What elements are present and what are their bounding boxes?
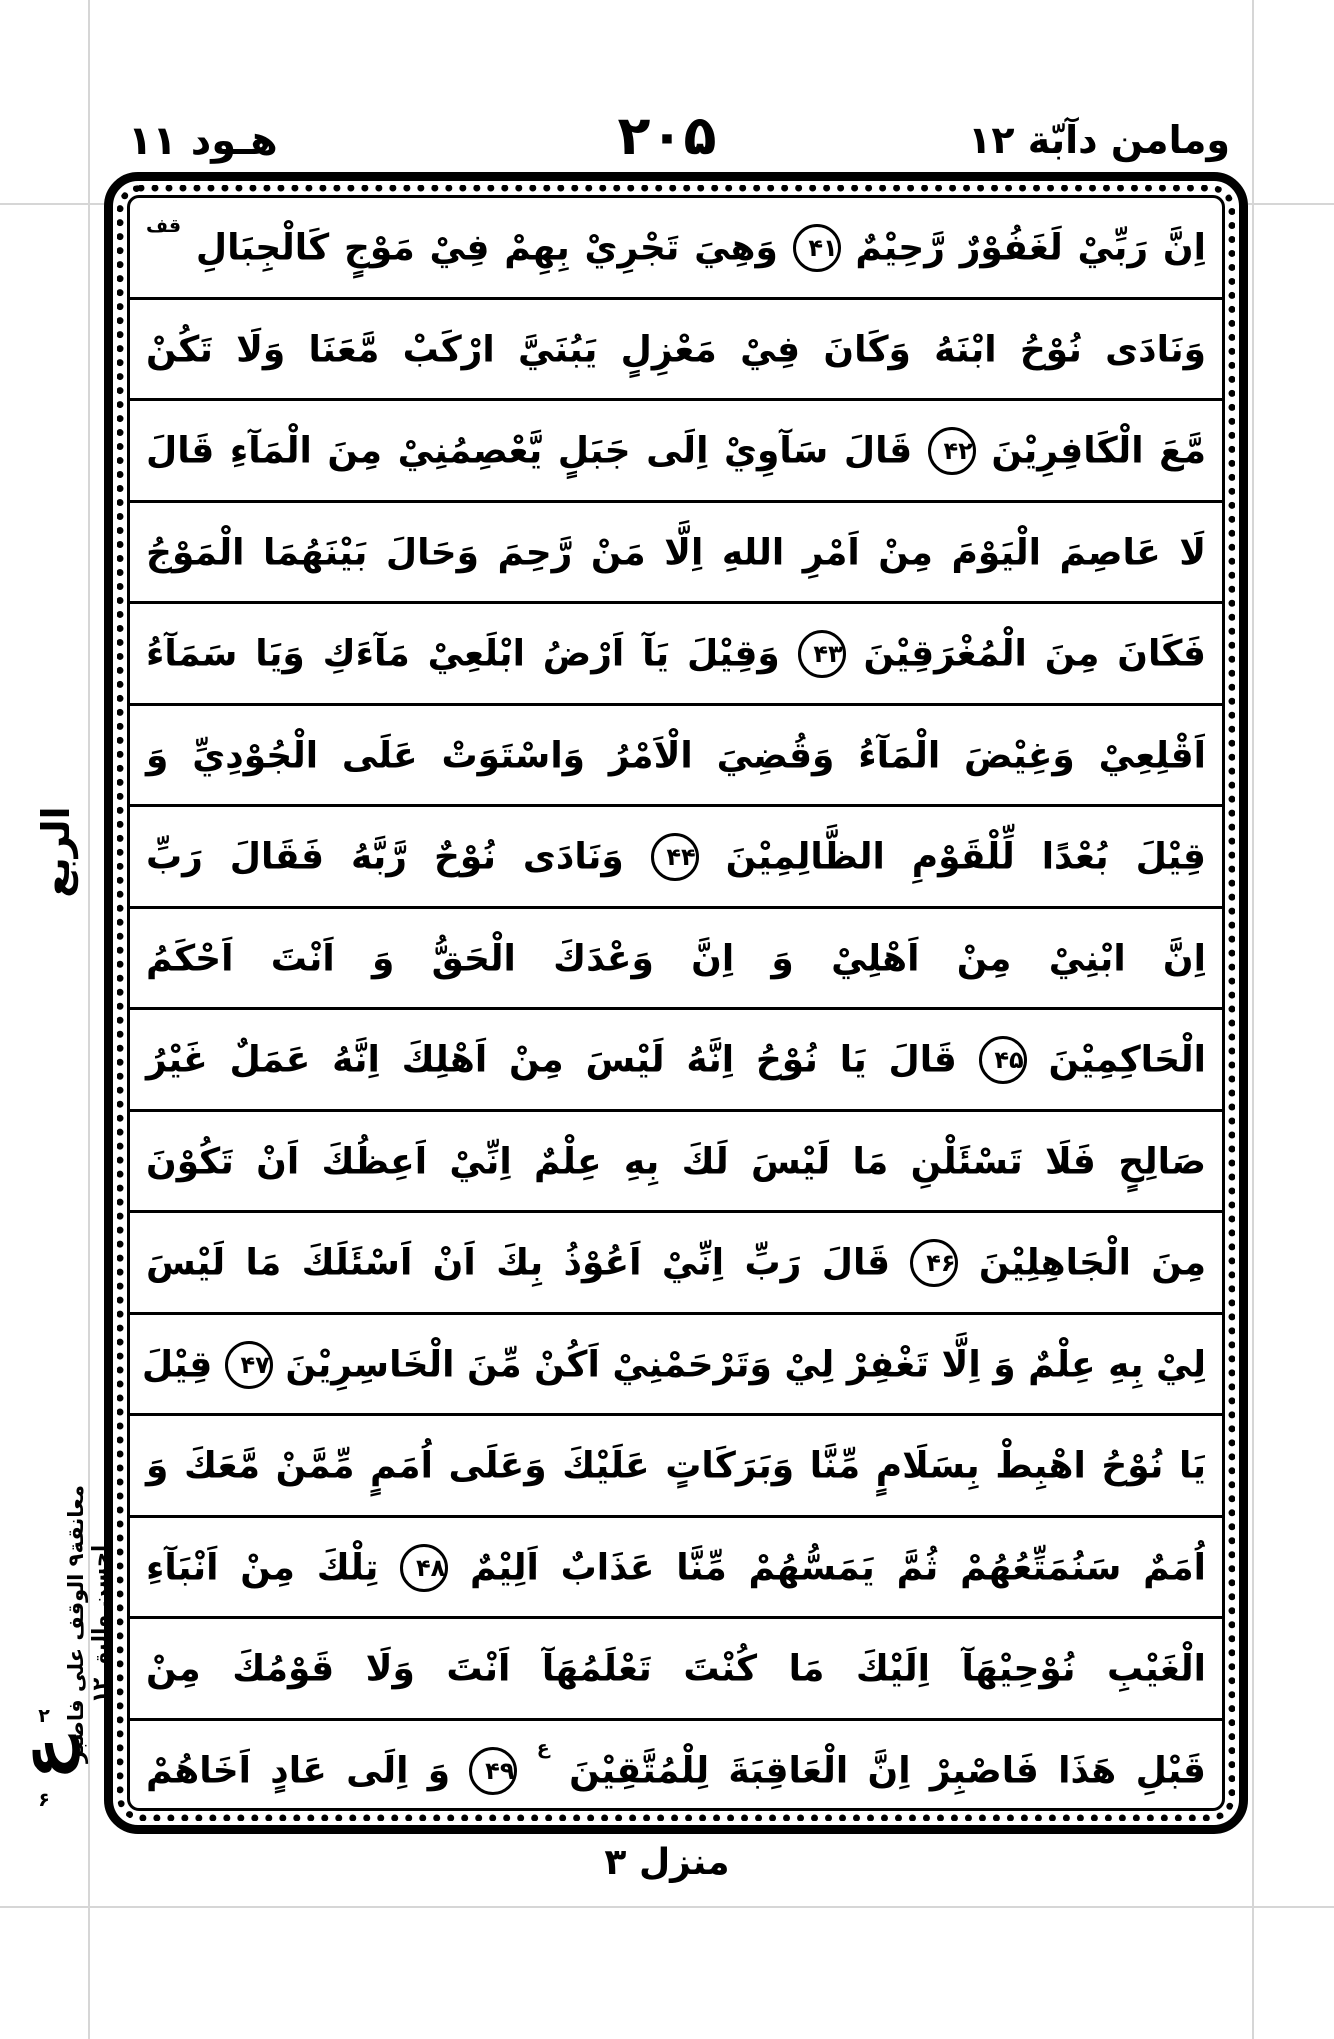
verse-text: يَا نُوْحُ اهْبِطْ بِسَلَامٍ مِّنَّا وَبَرَكَاتٍ عَلَيْكَ وَعَلَى اُمَمٍ مِّمَّنْ مَّعَكَ وَ: [146, 1445, 1206, 1487]
verse-line-14: [130, 1518, 1222, 1620]
margin-footnote: معانقة۹ الوقف على فاصبر احسن والبق ۱۲: [64, 1485, 112, 1763]
ayah-number-badge: ۴۵: [979, 1036, 1027, 1084]
verse-line-11: [130, 1213, 1222, 1315]
verse-text: تِلْكَ مِنْ اَنْبَآءِ: [146, 1547, 379, 1588]
verse-line-2: [130, 300, 1222, 402]
verse-text: وَقِيْلَ يَآ اَرْضُ ابْلَعِيْ مَآءَكِ وَيَا سَمَآءُ: [146, 633, 780, 675]
verse-text: قَبْلِ هَذَا فَاصْبِرْ اِنَّ الْعَاقِبَةَ لِلْمُتَّقِيْنَ: [569, 1750, 1206, 1791]
ornamental-frame: [104, 172, 1248, 1834]
ayah-number-badge: ۴۶: [910, 1239, 958, 1287]
verse-text: مِنَ الْجَاهِلِيْنَ: [978, 1242, 1206, 1284]
verse-text: لَا عَاصِمَ الْيَوْمَ مِنْ اَمْرِ اللهِ اِلَّا مَنْ رَّحِمَ وَحَالَ بَيْنَهُمَا الْمَوْجُ: [146, 532, 1206, 573]
verse-line-9: [130, 1010, 1222, 1112]
verse-line-3: [130, 401, 1222, 503]
page-number: ۲۰۵: [617, 104, 717, 167]
verse-text: وَهِيَ تَجْرِيْ بِهِمْ فِيْ مَوْجٍ كَالْجِبَالِ: [195, 227, 778, 269]
verse-text: قَالَ رَبِّ اِنِّيْ اَعُوْذُ بِكَ اَنْ اَسْئَلَكَ مَا لَيْسَ: [146, 1242, 891, 1284]
juz-label: ومامن دآبّة ۱۲: [968, 118, 1230, 162]
verse-line-7: [130, 807, 1222, 909]
verse-text: صَالِحٍ فَلَا تَسْئَلْنِ مَا لَيْسَ لَكَ بِهِ عِلْمٌ اِنِّيْ اَعِظُكَ اَنْ تَكُوْنَ: [146, 1141, 1206, 1182]
verse-line-13: [130, 1416, 1222, 1518]
ayah-number-badge: ۴۱: [793, 224, 841, 272]
dotted-border-band: [117, 185, 1235, 1821]
ayah-number-badge: ۴۳: [798, 630, 846, 678]
ayah-number-badge: ۴۲: [928, 427, 976, 475]
verse-line-5: [130, 604, 1222, 706]
verse-text: قَالَ يَا نُوْحُ اِنَّهُ لَيْسَ مِنْ اَهْلِكَ اِنَّهُ عَمَلٌ غَيْرُ: [146, 1039, 957, 1081]
verse-text: وَ اِلَى عَادٍ اَخَاهُمْ: [146, 1750, 451, 1791]
ruku-marker: [7, 1705, 81, 1811]
verse-text: اُمَمٌ سَنُمَتِّعُهُمْ ثُمَّ يَمَسُّهُمْ مِّنَّا عَذَابٌ اَلِيْمٌ: [470, 1547, 1206, 1588]
verse-text: قِيْلَ بُعْدًا لِّلْقَوْمِ الظَّالِمِيْنَ: [725, 836, 1206, 878]
footer-rule: [0, 1906, 1334, 1908]
verse-text: اِنَّ رَبِّيْ لَغَفُوْرٌ رَّحِيْمٌ: [855, 227, 1206, 269]
ayah-number-badge: ۴۷: [225, 1341, 273, 1389]
ruku-number-bottom: ۶: [38, 1789, 50, 1811]
verse-text: الْحَاكِمِيْنَ: [1048, 1039, 1206, 1081]
verse-line-8: [130, 909, 1222, 1011]
verse-text: اِنَّ ابْنِيْ مِنْ اَهْلِيْ وَ اِنَّ وَعْدَكَ الْحَقُّ وَ اَنْتَ اَحْكَمُ: [146, 938, 1206, 979]
verse-text: وَنَادَى نُوْحٌ رَّبَّهُ فَقَالَ رَبِّ: [146, 836, 624, 878]
verse-line-6: [130, 706, 1222, 808]
verse-text: الْغَيْبِ نُوْحِيْهَآ اِلَيْكَ مَا كُنْتَ تَعْلَمُهَآ اَنْتَ وَلَا قَوْمُكَ مِنْ: [146, 1648, 1206, 1690]
rub-al-hizb-marker: الربع: [34, 806, 78, 898]
verse-text: لِيْ بِهِ عِلْمٌ وَ اِلَّا تَغْفِرْ لِيْ وَتَرْحَمْنِيْ اَكُنْ مِّنَ الْخَاسِرِيْنَ: [285, 1344, 1206, 1385]
verse-text: فَكَانَ مِنَ الْمُغْرَقِيْنَ: [863, 633, 1207, 675]
verse-line-12: [130, 1315, 1222, 1417]
pause-mark: قف: [146, 214, 182, 237]
text-block: [127, 195, 1225, 1811]
verse-line-16: [130, 1721, 1222, 1812]
verse-text: قِيْلَ: [141, 1344, 213, 1385]
verse-text: اَقْلِعِيْ وَغِيْضَ الْمَآءُ وَقُضِيَ الْاَمْرُ وَاسْتَوَتْ عَلَى الْجُوْدِيِّ وَ: [146, 735, 1206, 776]
verse-line-1: [130, 198, 1222, 300]
ruku-number-top: ۲: [38, 1705, 50, 1727]
right-guide-line: [1252, 0, 1254, 2039]
verse-text: وَنَادَى نُوْحُ ابْنَهُ وَكَانَ فِيْ مَعْزِلٍ يَبُنَيَّ ارْكَبْ مَّعَنَا وَلَا تَكُنْ: [146, 329, 1206, 370]
verse-line-15: [130, 1619, 1222, 1721]
ayah-number-badge: ۴۸: [400, 1544, 448, 1592]
verse-line-10: [130, 1112, 1222, 1214]
ayah-number-badge: ۴۹: [469, 1747, 517, 1795]
verse-text: قَالَ سَآوِيْ اِلَى جَبَلٍ يَّعْصِمُنِيْ مِنَ الْمَآءِ قَالَ: [146, 430, 913, 472]
surah-name-label: هـود ۱۱: [128, 118, 278, 164]
manzil-label: منزل ۳: [604, 1842, 730, 1883]
ain-icon: ع: [7, 1736, 81, 1780]
verse-line-4: [130, 503, 1222, 605]
ayah-number-badge: ۴۴: [651, 833, 699, 881]
verse-text: مَّعَ الْكَافِرِيْنَ: [991, 430, 1206, 472]
ruku-end-mark: ع: [536, 1737, 550, 1759]
